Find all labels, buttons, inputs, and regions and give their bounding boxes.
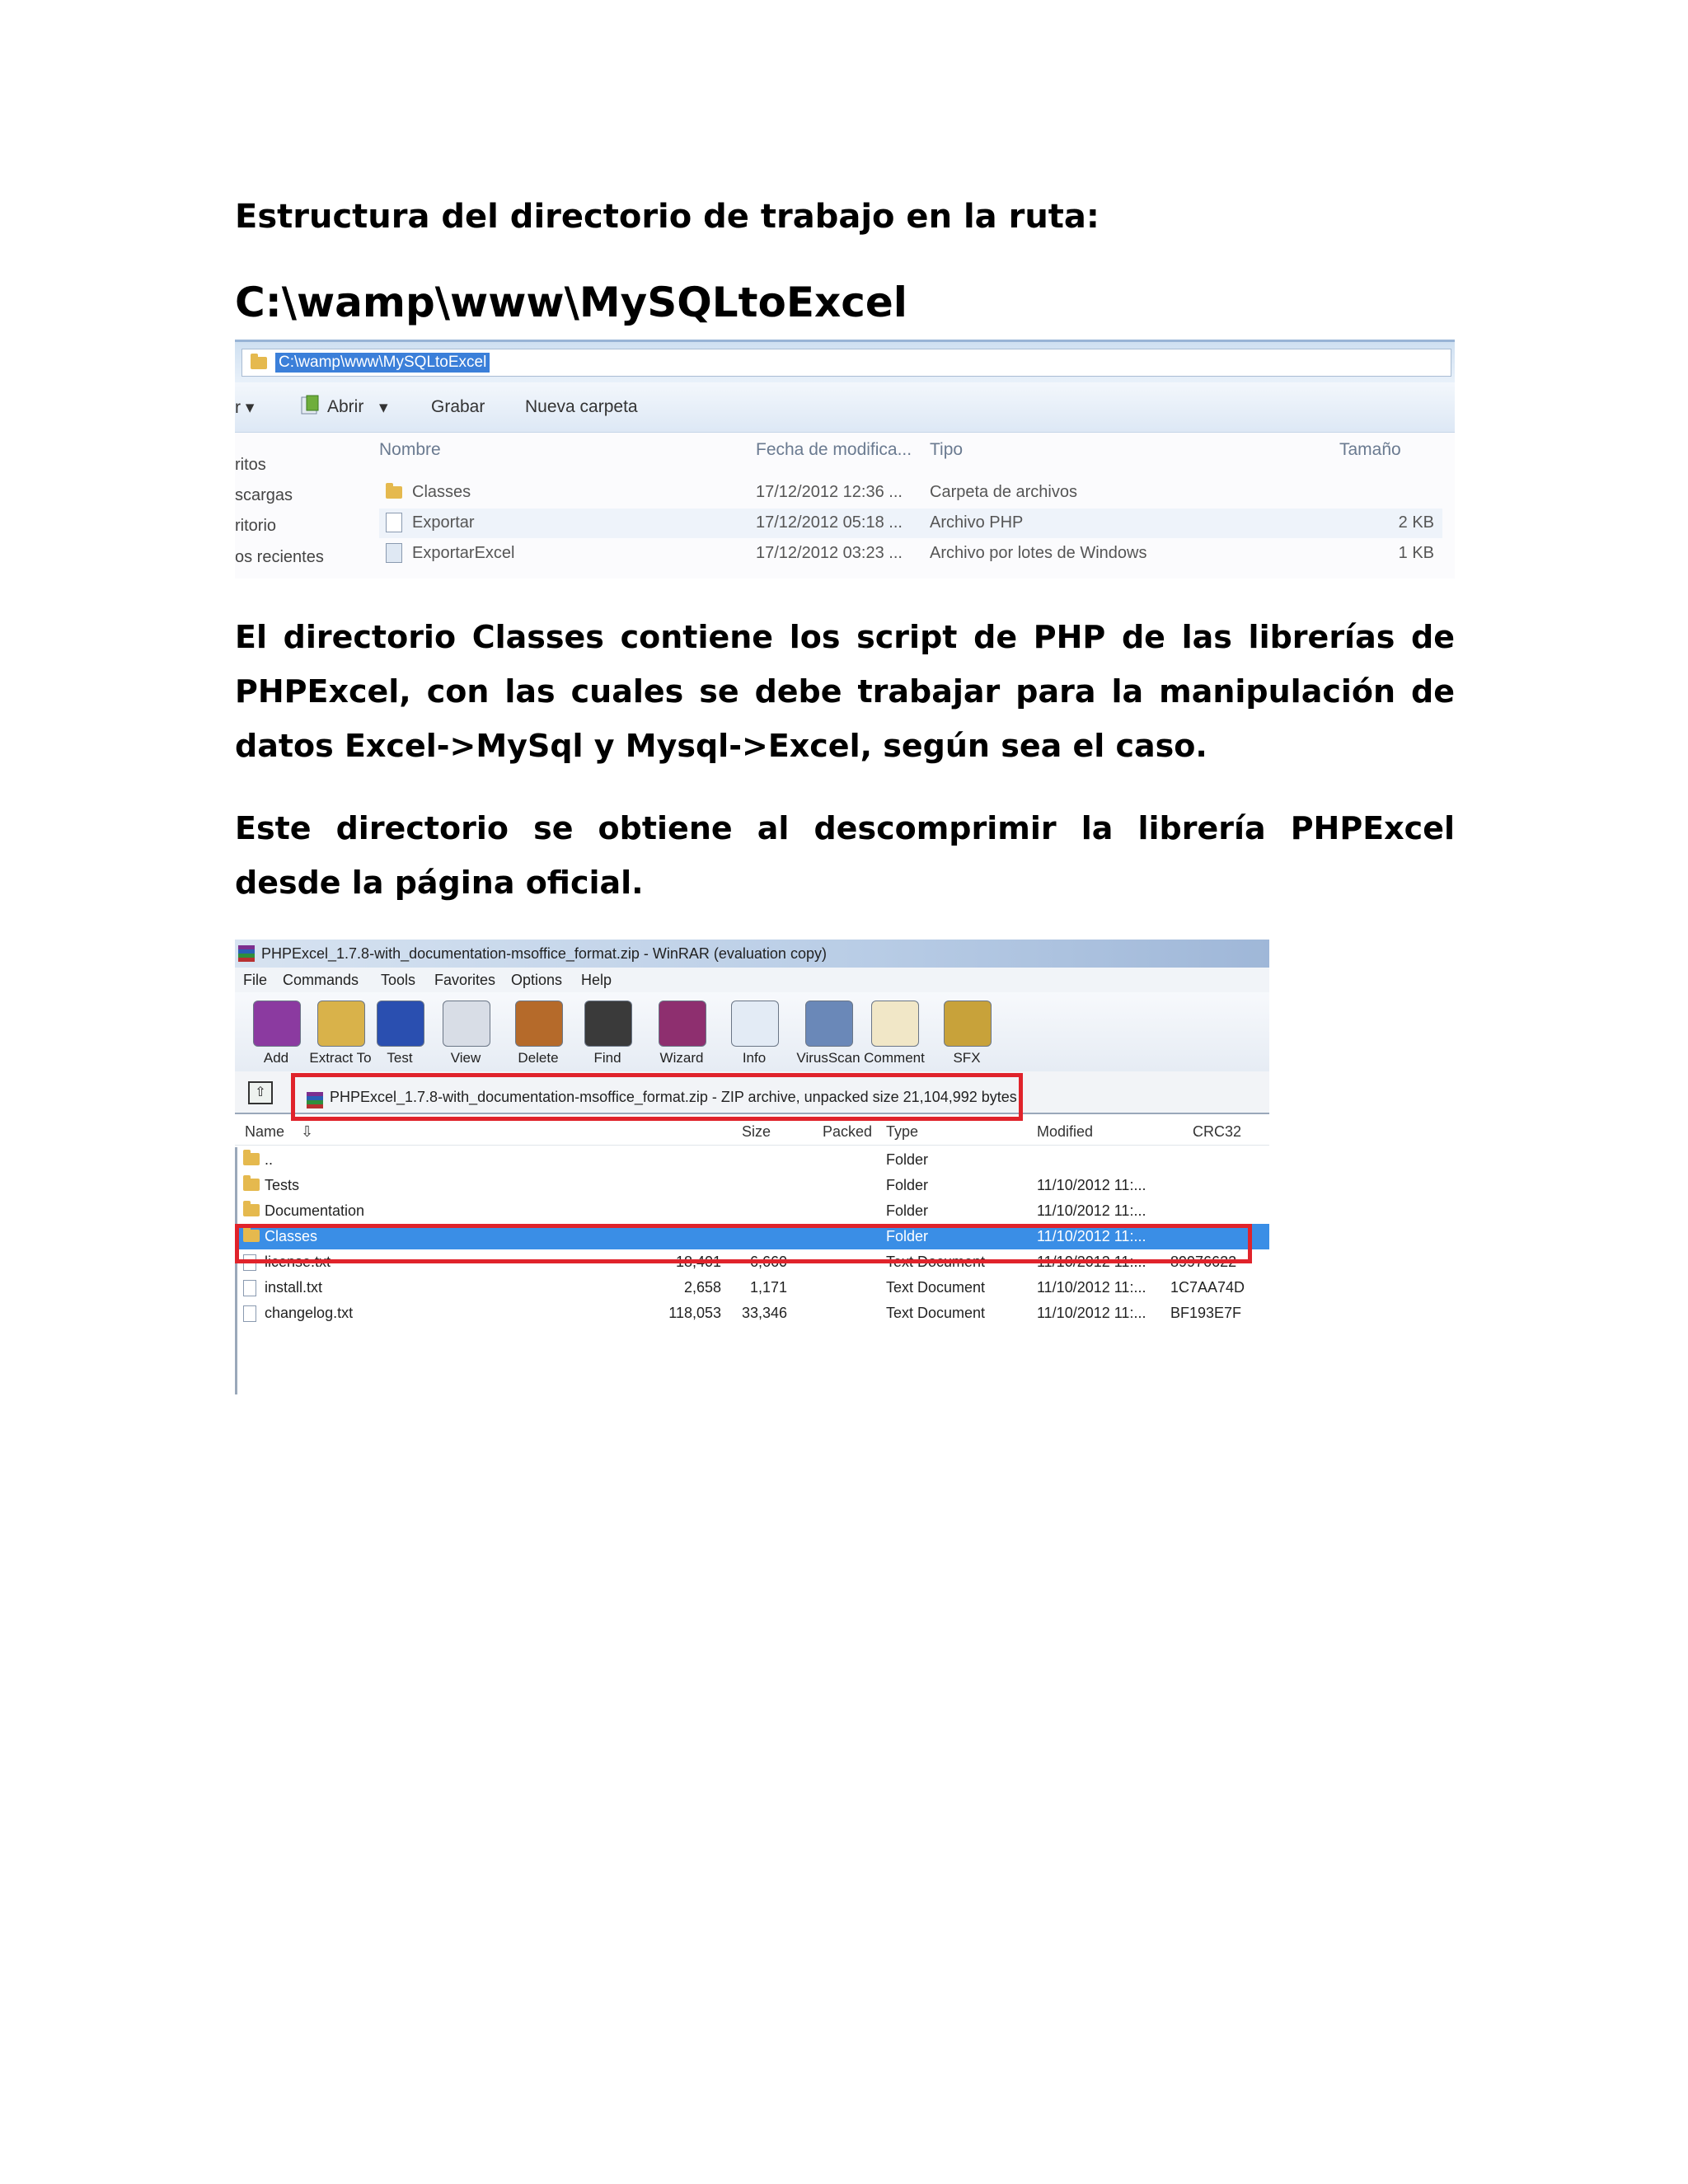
open-button[interactable]: Abrir: [327, 397, 364, 416]
file-size: 2 KB: [1398, 513, 1434, 532]
sfx-icon: [944, 1001, 992, 1047]
explorer-screenshot: [235, 340, 1455, 579]
archive-row[interactable]: [235, 1173, 1269, 1198]
folder-icon: [243, 1203, 260, 1221]
file-name: Classes: [412, 483, 471, 501]
file-row[interactable]: [379, 509, 1442, 538]
winrar-toolbar: [235, 992, 1269, 1072]
toolbar-test-button[interactable]: [367, 996, 433, 1070]
burn-button[interactable]: Grabar: [431, 397, 485, 416]
wizard-icon: [659, 1001, 706, 1047]
archive-cell-modified: 11/10/2012 11:...: [1037, 1279, 1146, 1296]
toolbar-label: Test: [387, 1050, 413, 1066]
toolbar-label: Find: [593, 1050, 621, 1066]
organize-button[interactable]: r ▾: [235, 398, 255, 417]
archive-path-highlight: [291, 1073, 1023, 1121]
toolbar-label: Delete: [518, 1050, 559, 1066]
archive-cell-name: ..: [265, 1151, 274, 1168]
menu-tools[interactable]: Tools: [381, 972, 416, 988]
column-name[interactable]: Name: [245, 1123, 285, 1140]
toolbar-wizard-button[interactable]: [649, 996, 715, 1070]
archive-cell-modified: 11/10/2012 11:...: [1037, 1228, 1146, 1244]
winrar-titlebar: [235, 940, 1269, 968]
delete-icon: [515, 1001, 563, 1047]
nav-item[interactable]: os recientes: [235, 548, 324, 566]
navigation-pane: [235, 433, 350, 579]
archive-row[interactable]: [235, 1301, 1269, 1326]
paragraph-source: Este directorio se obtiene al descomprimir la librería PHPExcel desde la página oficial.: [235, 810, 1455, 901]
file-row[interactable]: [379, 539, 1442, 569]
virusscan-icon: [805, 1001, 853, 1047]
up-folder-button[interactable]: ⇧: [248, 1081, 273, 1104]
file-list: [235, 1147, 1269, 1394]
archive-cell-modified: 11/10/2012 11:...: [1037, 1177, 1146, 1193]
file-type: Archivo PHP: [930, 513, 1024, 532]
column-size[interactable]: Size: [742, 1123, 771, 1140]
archive-cell-packed: 1,171: [749, 1279, 787, 1296]
toolbar-find-button[interactable]: [574, 996, 640, 1070]
column-packed[interactable]: Packed: [823, 1123, 873, 1140]
view-icon: [443, 1001, 490, 1047]
toolbar-view-button[interactable]: [433, 996, 499, 1070]
menu-commands[interactable]: Commands: [283, 972, 359, 988]
nav-item[interactable]: ritos: [235, 456, 266, 474]
info-icon: [731, 1001, 779, 1047]
menu-options[interactable]: Options: [511, 972, 563, 988]
address-path[interactable]: C:\wamp\www\MySQLtoExcel: [275, 353, 490, 373]
file-row[interactable]: [379, 478, 1442, 508]
text-file-icon: [243, 1305, 256, 1326]
add-archive-icon: [253, 1001, 301, 1047]
toolbar-delete-button[interactable]: [505, 996, 571, 1070]
file-size: 1 KB: [1398, 544, 1434, 562]
file-list-header: [235, 1120, 1269, 1146]
folder-icon: [243, 1152, 260, 1169]
address-bar: [235, 340, 1455, 384]
extract-icon: [317, 1001, 365, 1047]
archive-cell-type: Text Document: [886, 1279, 986, 1296]
archive-cell-type: Folder: [886, 1228, 929, 1244]
archive-cell-modified: 11/10/2012 11:...: [1037, 1202, 1146, 1219]
file-date: 17/12/2012 03:23 ...: [756, 544, 903, 562]
archive-cell-crc: BF193E7F: [1170, 1305, 1242, 1321]
toolbar-comment-button[interactable]: [861, 996, 927, 1070]
archive-cell-size: 118,053: [668, 1305, 721, 1321]
column-name[interactable]: Nombre: [379, 440, 441, 459]
toolbar-label: Extract To: [309, 1050, 372, 1066]
folder-icon: [386, 485, 402, 504]
archive-icon: [307, 1092, 323, 1108]
new-folder-button[interactable]: Nueva carpeta: [525, 397, 638, 416]
archive-cell-name: Classes: [265, 1228, 318, 1244]
menu-help[interactable]: Help: [581, 972, 612, 988]
column-crc32[interactable]: CRC32: [1193, 1123, 1242, 1140]
column-modified[interactable]: Modified: [1037, 1123, 1094, 1140]
toolbar-label: Comment: [864, 1050, 925, 1066]
archive-cell-modified: 11/10/2012 11:...: [1037, 1254, 1146, 1270]
toolbar-add-button[interactable]: [243, 996, 309, 1070]
column-type[interactable]: Type: [886, 1123, 919, 1140]
text-file-icon: [243, 1280, 256, 1301]
archive-cell-type: Text Document: [886, 1254, 986, 1270]
archive-cell-type: Text Document: [886, 1305, 986, 1321]
archive-cell-name: Tests: [265, 1177, 300, 1193]
archive-cell-type: Folder: [886, 1202, 929, 1219]
open-icon: [299, 394, 322, 422]
archive-cell-name: install.txt: [265, 1279, 323, 1296]
menu-favorites[interactable]: Favorites: [434, 972, 496, 988]
window-title: PHPExcel_1.7.8-with_documentation-msoffice_format.zip - WinRAR (evaluation copy): [261, 945, 827, 962]
folder-icon: [251, 357, 267, 369]
archive-row[interactable]: [235, 1198, 1269, 1224]
comment-icon: [871, 1001, 919, 1047]
toolbar-label: Info: [742, 1050, 767, 1066]
section-heading: Estructura del directorio de trabajo en la ruta:: [235, 198, 1100, 236]
archive-cell-crc: 89976622: [1170, 1254, 1237, 1270]
open-dropdown-icon[interactable]: ▾: [379, 398, 388, 417]
toolbar-info-button[interactable]: [721, 996, 787, 1070]
archive-cell-type: Folder: [886, 1177, 929, 1193]
toolbar-virusscan-button[interactable]: [795, 996, 861, 1070]
paragraph-classes: El directorio Classes contiene los script de PHP de las librerías de PHPExcel, con las cuales se debe trabajar para la manipulación de datos Excel->MySql y Mysql->Excel, según sea el caso.: [235, 619, 1455, 764]
toolbar-label: Add: [263, 1050, 289, 1066]
find-icon: [584, 1001, 632, 1047]
archive-cell-name: license.txt: [265, 1254, 331, 1270]
nav-item[interactable]: ritorio: [235, 517, 277, 535]
column-date[interactable]: Fecha de modifica...: [756, 440, 912, 459]
winrar-menubar: [235, 968, 1269, 992]
toolbar-sfx-button[interactable]: [934, 996, 1000, 1070]
archive-cell-crc: 1C7AA74D: [1170, 1279, 1245, 1296]
archive-cell-name: Documentation: [265, 1202, 365, 1219]
file-name: ExportarExcel: [412, 544, 515, 562]
toolbar-extract-to-button[interactable]: [307, 996, 373, 1070]
sort-arrow-icon[interactable]: ⇩: [301, 1123, 314, 1140]
archive-row[interactable]: [235, 1147, 1269, 1173]
toolbar-label: SFX: [953, 1050, 981, 1066]
batch-file-icon: [386, 543, 402, 568]
php-file-icon: [386, 513, 402, 537]
archive-path[interactable]: PHPExcel_1.7.8-with_documentation-msoffice_format.zip - ZIP archive, unpacked size 21,104,992 bytes: [330, 1089, 1017, 1105]
archive-cell-modified: 11/10/2012 11:...: [1037, 1305, 1146, 1321]
file-type: Archivo por lotes de Windows: [930, 544, 1147, 562]
nav-item[interactable]: scargas: [235, 486, 293, 504]
archive-row[interactable]: [235, 1275, 1269, 1301]
winrar-icon: [238, 945, 255, 962]
file-date: 17/12/2012 05:18 ...: [756, 513, 903, 532]
toolbar-label: Wizard: [659, 1050, 704, 1066]
explorer-toolbar: [235, 382, 1455, 433]
archive-cell-size: 18,401: [675, 1254, 721, 1270]
selected-row-highlight: [235, 1224, 1252, 1263]
menu-file[interactable]: File: [243, 972, 268, 988]
winrar-screenshot: [235, 940, 1269, 1394]
archive-cell-packed: 6,660: [749, 1254, 787, 1270]
folder-icon: [243, 1178, 260, 1195]
toolbar-label: View: [450, 1050, 481, 1066]
archive-cell-type: Folder: [886, 1151, 929, 1168]
toolbar-label: VirusScan: [796, 1050, 860, 1066]
archive-cell-packed: 33,346: [741, 1305, 787, 1321]
archive-cell-size: 2,658: [683, 1279, 721, 1296]
file-date: 17/12/2012 12:36 ...: [756, 483, 903, 501]
column-size[interactable]: Tamaño: [1339, 440, 1401, 459]
archive-cell-name: changelog.txt: [265, 1305, 354, 1321]
file-type: Carpeta de archivos: [930, 483, 1077, 501]
path-heading: C:\wamp\www\MySQLtoExcel: [235, 279, 907, 326]
file-name: Exportar: [412, 513, 475, 532]
column-type[interactable]: Tipo: [930, 440, 964, 459]
address-box[interactable]: [241, 349, 1451, 377]
test-icon: [377, 1001, 424, 1047]
